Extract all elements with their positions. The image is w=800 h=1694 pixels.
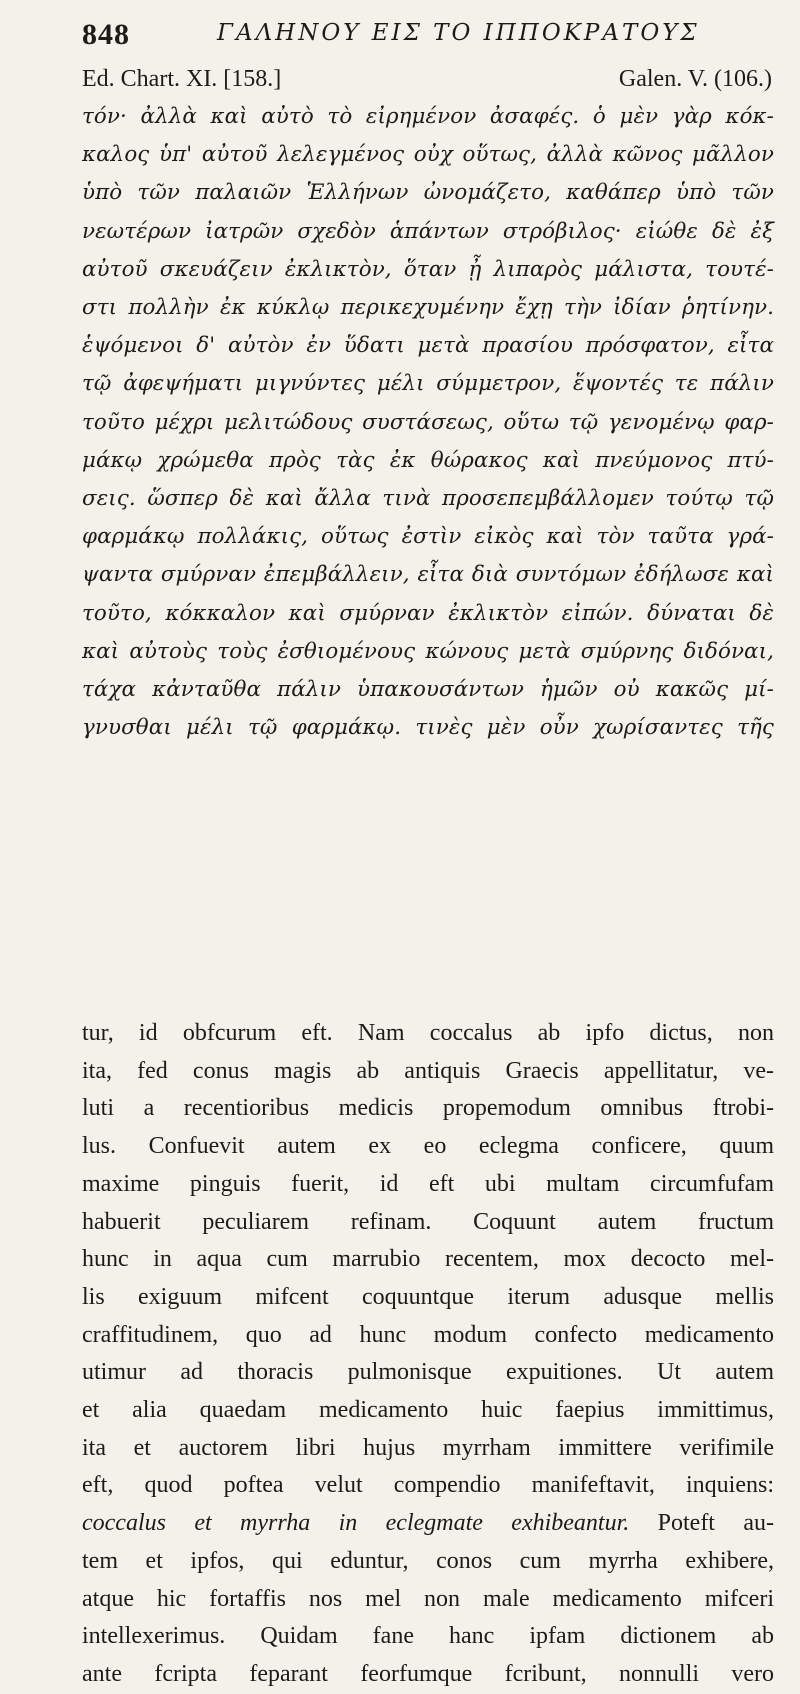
latin-line: craffitudinem, quo ad hunc modum confecto medicamento [82,1321,774,1348]
latin-line: eft, quod poftea velut compendio manifeftavit, inquiens: [82,1472,774,1499]
greek-line: τόν· ἀλλὰ καὶ αὐτὸ τὸ εἰρημένον ἀσαφές. ὁ μὲν γὰρ κόκ- [82,104,774,129]
greek-line: μάκῳ χρώμεθα πρὸς τὰς ἐκ θώρακος καὶ πνεύμονος πτύ- [82,447,774,473]
greek-line: ὑπὸ τῶν παλαιῶν Ἑλλήνων ὠνομάζετο, καθάπερ ὑπὸ τῶν [82,180,774,206]
latin-line: hunc in aqua cum marrubio recentem, mox decocto mel- [82,1246,774,1273]
greek-line: αὐτοῦ σκευάζειν ἐκλικτὸν, ὅταν ᾖ λιπαρὸς μάλιστα, τουτέ- [82,256,774,282]
greek-line: γνυσθαι μέλι τῷ φαρμάκῳ. τινὲς μὲν οὖν χωρίσαντες τῆς [82,715,774,741]
greek-text-block [82,98,774,747]
greek-line: ψαντα σμύρναν ἐπεμβάλλειν, εἶτα διὰ συντόμων ἐδήλωσε καὶ [82,562,774,588]
page-number: 848 [82,18,130,51]
chartier-reference: Ed. Chart. XI. [158.] [82,66,282,92]
latin-text-block [82,1015,774,1694]
latin-line: tur, id obfcurum eft. Nam coccalus ab ipfo dictus, non [82,1020,774,1046]
kuhn-reference: Galen. V. (106.) [618,66,772,92]
greek-line: καλος ὑπ' αὐτοῦ λελεγμένος οὐχ οὕτως, ἀλλὰ κῶνος μᾶλλον [82,142,774,168]
latin-quote-italic: coccalus et myrrha in eclegmate exhibeantur. [82,1510,630,1537]
greek-line: φαρμάκῳ πολλάκις, οὕτως ἐστὶν εἰκὸς καὶ τὸν ταῦτα γρά- [82,524,774,550]
latin-quote-line [82,1505,774,1543]
greek-line: τοῦτο μέχρι μελιτώδους συστάσεως, οὕτω τῷ γενομένῳ φαρ- [82,409,774,435]
greek-line: ἑψόμενοι δ' αὐτὸν ἐν ὕδατι μετὰ πρασίου πρόσφατον, εἶτα [82,333,774,359]
latin-line: atque hic fortaffis nos mel non male medicamento mifceri [82,1585,774,1612]
latin-line: tem et ipfos, qui eduntur, conos cum myrrha exhibere, [82,1547,774,1574]
latin-line: utimur ad thoracis pulmonisque expuitiones. Ut autem [82,1359,774,1386]
page-header [82,16,732,60]
running-title: ΓΑΛΗΝΟΥ ΕΙΣ ΤΟ ΙΠΠΟΚΡΑΤΟΥΣ [217,20,700,46]
latin-line: et alia quaedam medicamento huic faepius immittimus, [82,1397,774,1424]
latin-line: luti a recentioribus medicis propemodum omnibus ftrobi- [82,1095,774,1122]
greek-line: τοῦτο, κόκκαλον καὶ σμύρναν ἐκλικτὸν εἰπών. δύναται δὲ [82,600,774,626]
greek-line: σεις. ὥσπερ δὲ καὶ ἄλλα τινὰ προσεπεμβάλλομεν τούτῳ τῷ [82,486,774,512]
edition-references [82,66,772,100]
greek-line: τῷ ἀφεψήματι μιγνύντες μέλι σύμμετρον, ἕψοντές τε πάλιν [82,371,774,397]
greek-line: καὶ αὐτοὺς τοὺς ἐσθιομένους κώνους μετὰ σμύρνης διδόναι, [82,638,774,664]
latin-line: ante fcripta feparant feorfumque fcribunt, nonnulli vero [82,1660,774,1687]
latin-line: habuerit peculiarem refinam. Coquunt autem fructum [82,1208,774,1235]
greek-line: στι πολλὴν ἐκ κύκλῳ περικεχυμένην ἔχῃ τὴν ἰδίαν ῥητίνην. [82,295,774,321]
latin-line: maxime pinguis fuerit, id eft ubi multam circumfufam [82,1170,774,1197]
greek-line: νεωτέρων ἰατρῶν σχεδὸν ἁπάντων στρόβιλος· εἰώθε δὲ ἐξ [82,218,774,244]
latin-quote-rest: Poteft au- [629,1510,774,1537]
latin-line: lis exiguum mifcent coquuntque iterum adusque mellis [82,1283,774,1310]
greek-line: τάχα κἀνταῦθα πάλιν ὑπακουσάντων ἡμῶν οὐ κακῶς μί- [82,677,774,703]
latin-line: ita et auctorem libri hujus myrrham immittere verifimile [82,1434,774,1461]
latin-line: ita, fed conus magis ab antiquis Graecis appellitatur, ve- [82,1057,774,1084]
latin-line: intellexerimus. Quidam fane hanc ipfam dictionem ab [82,1623,774,1650]
latin-line: lus. Confuevit autem ex eo eclegma conficere, quum [82,1133,774,1160]
